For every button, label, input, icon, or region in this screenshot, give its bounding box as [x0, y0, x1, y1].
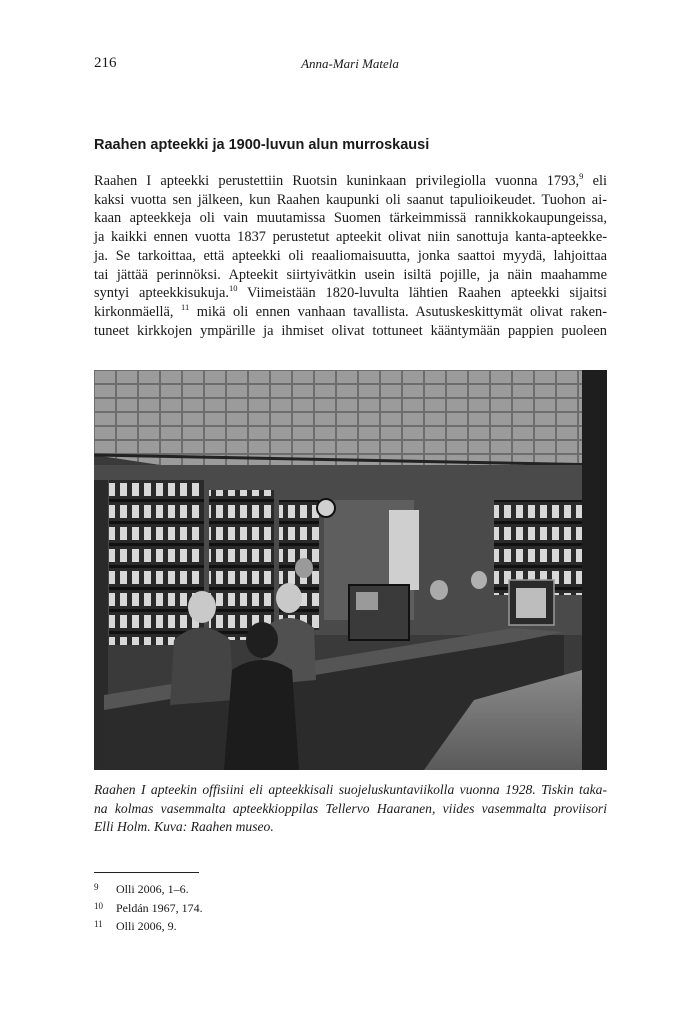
- body-line: [94, 191, 607, 210]
- figure-caption: [94, 781, 607, 837]
- footnote: [94, 879, 203, 898]
- body-line: [94, 303, 607, 322]
- footnote-text: Olli 2006, 1–6.: [116, 882, 189, 896]
- body-text: [94, 172, 607, 340]
- footnote-marker: 11: [181, 301, 190, 312]
- body-text-run: syntyi apteekkisukuja.: [94, 285, 229, 302]
- footnote: [94, 898, 203, 917]
- running-header-author: Anna-Mari Matela: [301, 56, 399, 71]
- body-text-run: ja. Se tarkoittaa, että apteekki oli reaaliomaisuutta, jonka saattoi myydä, lahjoittaa: [94, 247, 607, 264]
- body-line: [94, 209, 607, 228]
- body-text-run: mikä oli ennen vanhaan tavallista. Asutuskeskittymät olivat raken-: [189, 303, 608, 320]
- body-text-run: kaan apteekkeja oli vain muutamissa Suomen tärkeimmissä rannikkokaupungeissa,: [94, 210, 607, 227]
- footnote-marker: 9: [579, 171, 584, 181]
- body-text-run: tuneet kirkkojen ympärille ja ihmiset olivat tottuneet kääntymään pappien puoleen: [94, 322, 607, 339]
- caption-line: Raahen I apteekin offisiini eli apteekkisali suojeluskuntaviikolla vuonna 1928. Tiskin taka-: [94, 782, 607, 797]
- footnote-number: 9: [94, 882, 99, 892]
- body-line: [94, 172, 607, 191]
- body-text-run: Raahen I apteekki perustettiin Ruotsin kuninkaan privilegiolla vuonna 1793,: [94, 173, 580, 189]
- footnotes: [94, 879, 203, 935]
- body-text-run: kirkonmäellä,: [94, 303, 182, 320]
- body-text-run: ja kaikki ennen vuotta 1837 perustetut apteekit olivat niin sanottuja kanta-apteekke-: [94, 229, 607, 246]
- footnote-rule: [94, 872, 199, 873]
- caption-line: na kolmas vasemmalta apteekkioppilas Tellervo Haaranen, viides vasemmalta proviisori: [94, 800, 607, 816]
- body-line: [94, 266, 607, 285]
- body-text-run: kaksi vuotta sen jälkeen, kun Raahen kaupunki oli saanut tapulioikeudet. Tuohon ai-: [94, 191, 607, 208]
- body-line: [94, 284, 607, 303]
- footnote: [94, 916, 203, 935]
- footnote-text: Peldán 1967, 174.: [116, 900, 203, 915]
- body-line: [94, 247, 607, 266]
- footnote-number: 10: [94, 900, 103, 911]
- footnote-number: 11: [94, 919, 103, 929]
- pharmacy-photograph: [94, 370, 607, 770]
- section-title: Raahen apteekki ja 1900-luvun alun murroskausi: [94, 137, 430, 153]
- footnote-text: Olli 2006, 9.: [116, 919, 177, 933]
- page-number: 216: [94, 55, 117, 71]
- body-line: [94, 228, 607, 247]
- body-text-run: tai jättää perinnöksi. Apteekit siirtyivätkin usein isiltä pojille, ja näin maahamme: [94, 266, 607, 283]
- caption-line: Elli Holm. Kuva: Raahen museo.: [94, 819, 274, 834]
- body-text-run: eli: [583, 173, 607, 189]
- body-line: [94, 322, 607, 341]
- footnote-marker: 10: [228, 283, 238, 294]
- body-text-run: Viimeistään 1820-luvulta lähtien Raahen apteekki sijaitsi: [237, 285, 608, 302]
